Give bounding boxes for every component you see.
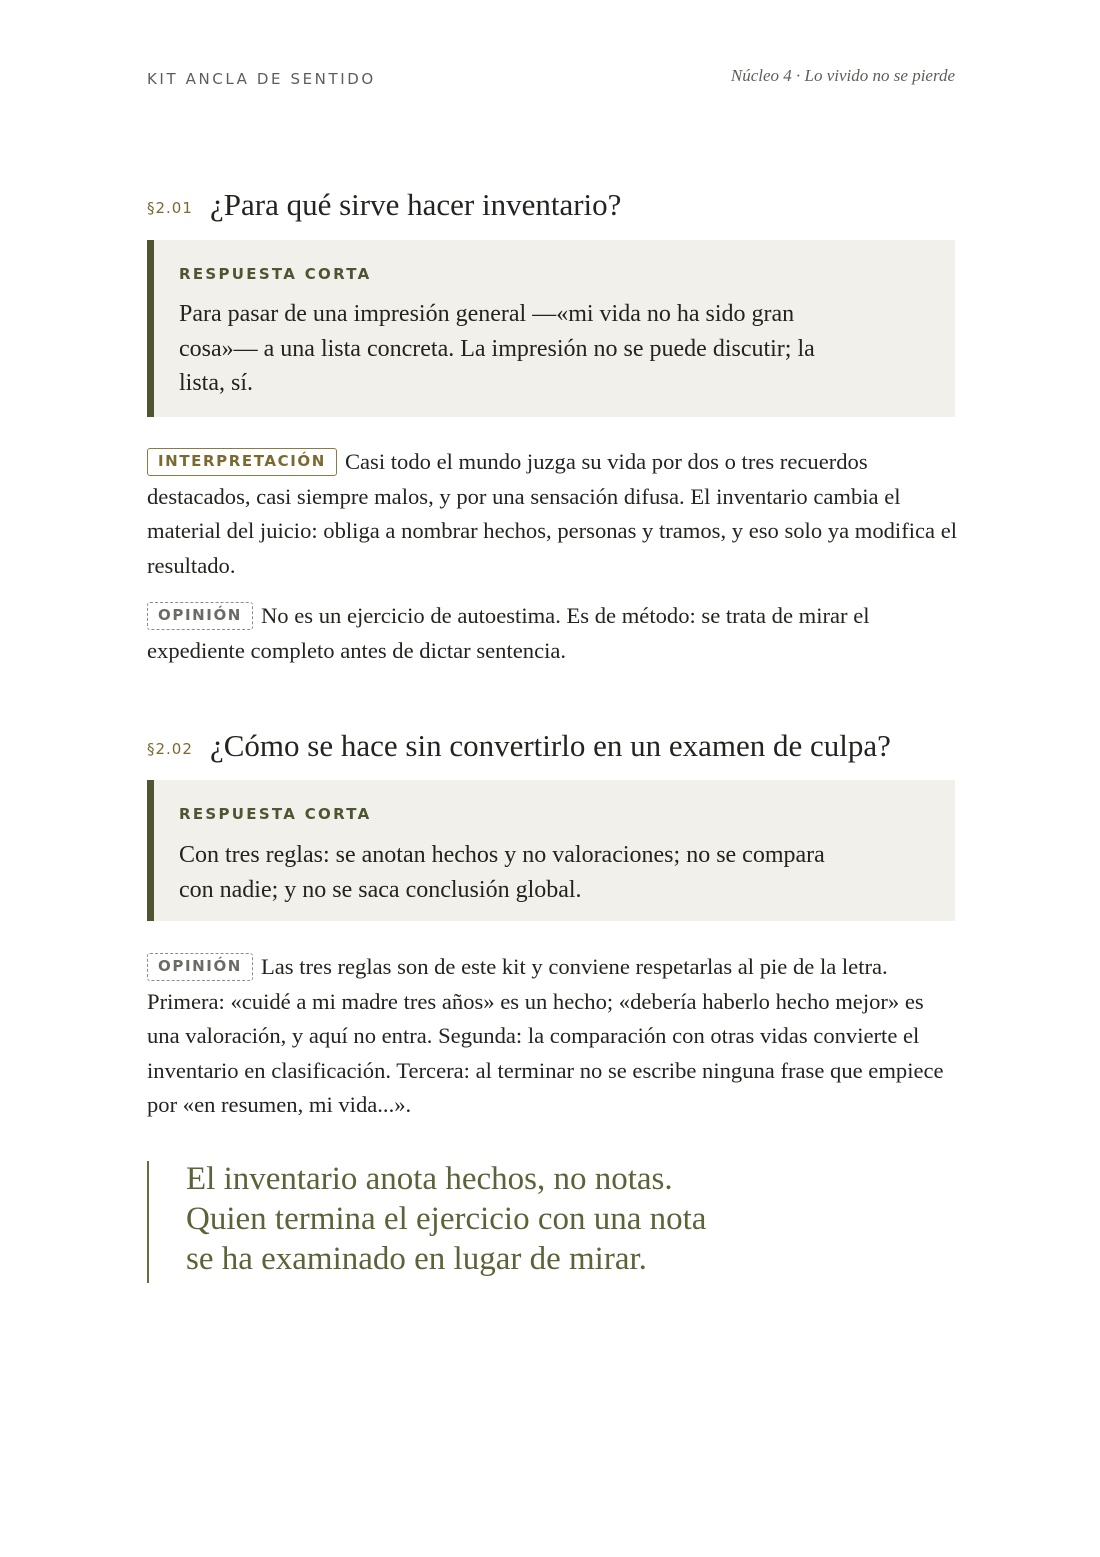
short-answer-line: Con tres reglas: se anotan hechos y no valoraciones; no se compara	[179, 842, 825, 868]
section-number: §2.02	[147, 740, 193, 758]
opinion-tag: OPINIÓN	[147, 953, 253, 981]
running-header	[147, 66, 955, 90]
short-answer-line: lista, sí.	[179, 370, 254, 396]
short-answer-text	[179, 297, 909, 401]
section-title: ¿Para qué sirve hacer inventario?	[210, 187, 622, 222]
short-answer-label: RESPUESTA CORTA	[179, 805, 372, 823]
opinion-paragraph	[147, 599, 959, 668]
pull-quote-line: se ha examinado en lugar de mirar.	[186, 1241, 647, 1277]
chapter-title: Núcleo 4 · Lo vivido no se pierde	[730, 66, 955, 85]
section-heading	[147, 728, 955, 768]
paragraph-text: No es un ejercicio de autoestima. Es de método: se trata de mirar el expediente completo antes de dictar sentencia.	[147, 603, 870, 663]
opinion-paragraph	[147, 950, 959, 1123]
section-2-02	[147, 728, 955, 768]
section-2-01	[147, 187, 955, 227]
pull-quote-line: Quien termina el ejercicio con una nota	[186, 1201, 707, 1237]
short-answer-text	[179, 838, 909, 907]
pull-quote-line: El inventario anota hechos, no notas.	[186, 1161, 673, 1197]
interpretation-tag: INTERPRETACIÓN	[147, 448, 337, 476]
interpretation-paragraph	[147, 445, 959, 583]
section-heading	[147, 187, 955, 227]
paragraph-text: Las tres reglas son de este kit y conviene respetarlas al pie de la letra. Primera: «cuidé a mi madre tres años» es un hecho; «debería haberlo hecho mejor» es una valoración, y aquí no entra. Segunda: la comparación con otras vidas convierte el inventario en clasificación. Tercera: al terminar no se escribe ninguna frase que empiece por «en resumen, mi vida...».	[147, 954, 944, 1117]
short-answer-line: Para pasar de una impresión general —«mi vida no ha sido gran	[179, 301, 795, 327]
paragraph-text: Casi todo el mundo juzga su vida por dos o tres recuerdos destacados, casi siempre malos, y por una sensación difusa. El inventario cambia el material del juicio: obliga a nombrar hechos, personas y tramos, y eso solo ya modifica el resultado.	[147, 449, 958, 578]
kit-title: KIT ANCLA DE SENTIDO	[147, 70, 376, 88]
section-title: ¿Cómo se hace sin convertirlo en un examen de culpa?	[210, 728, 891, 763]
short-answer-label: RESPUESTA CORTA	[179, 265, 372, 283]
section-number: §2.01	[147, 199, 193, 217]
opinion-tag: OPINIÓN	[147, 602, 253, 630]
short-answer-box	[147, 780, 955, 921]
short-answer-line: con nadie; y no se saca conclusión global.	[179, 876, 582, 903]
pull-quote	[147, 1161, 955, 1283]
short-answer-line: cosa»— a una lista concreta. La impresión no se puede discutir; la	[179, 335, 815, 362]
short-answer-box	[147, 240, 955, 417]
